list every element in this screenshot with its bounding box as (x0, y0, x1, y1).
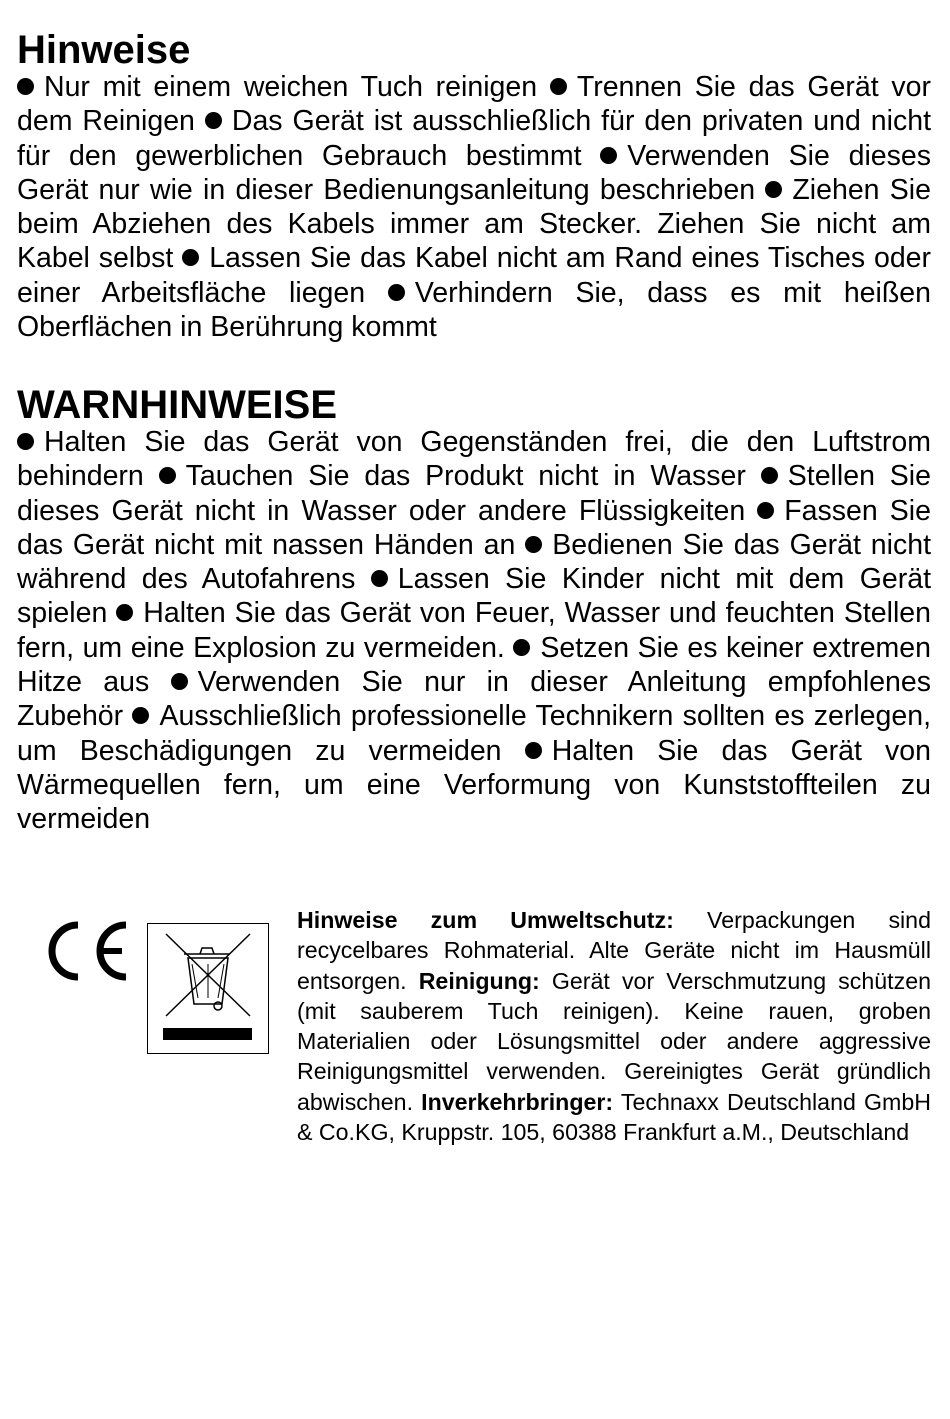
list-item: Halten Sie das Gerät von Wärmequellen fern, um eine Verformung von Kunststoffteilen zu vermeiden (17, 734, 932, 836)
list-item: Nur mit einem weichen Tuch reinigen (17, 71, 537, 103)
bullet-icon (550, 78, 567, 95)
bullet-icon (17, 78, 34, 95)
bullet-icon (761, 467, 778, 484)
env-text: Verpackungen sind recycelbares Rohmaterial. Alte Geräte nicht im Hausmüll entsorgen. (297, 907, 931, 994)
section-title-hinweise: Hinweise (17, 28, 191, 72)
bullet-icon (757, 502, 774, 519)
list-item: Verwenden Sie nur in dieser Anleitung empfohlenes Zubehör (17, 666, 931, 733)
bullet-icon (525, 536, 542, 553)
bullet-icon (159, 467, 176, 484)
bullet-icon (182, 249, 199, 266)
list-item: Verhindern Sie, dass es mit heißen Oberflächen in Berührung kommt (17, 276, 931, 344)
list-item: Halten Sie das Gerät von Gegenständen frei, die den Luftstrom behindern (17, 426, 931, 493)
list-item: Ausschließlich professionelle Technikern sollten es zerlegen, um Beschädigungen zu vermeiden (17, 700, 931, 767)
ce-mark-icon (40, 915, 130, 987)
list-item: Setzen Sie es keiner extremen Hitze aus (17, 631, 931, 699)
bullet-icon (17, 433, 34, 450)
list-item: Trennen Sie das Gerät vor dem Reinigen (17, 71, 931, 138)
list-item: Ziehen Sie beim Abziehen des Kabels immer am Stecker. Ziehen Sie nicht am Kabel selbst (17, 173, 931, 275)
list-item: Stellen Sie dieses Gerät nicht in Wasser oder andere Flüssigkeiten (17, 460, 931, 527)
list-item: Tauchen Sie das Produkt nicht in Wasser (159, 460, 746, 492)
cleaning-label: Reinigung: (418, 967, 540, 994)
bullet-icon (132, 707, 149, 724)
bullet-icon (116, 604, 133, 621)
list-item: Lassen Sie Kinder nicht mit dem Gerät spielen (17, 563, 931, 630)
hinweise-list (17, 70, 931, 344)
bullet-icon (525, 742, 542, 759)
warnhinweise-list (17, 425, 931, 837)
section-title-warnhinweise: WARNHINWEISE (17, 383, 337, 427)
bullet-icon (205, 112, 222, 129)
list-item: Bedienen Sie das Gerät nicht während des Autofahrens (17, 528, 931, 596)
bullet-icon (513, 639, 530, 656)
list-item: Das Gerät ist ausschließlich für den privaten und nicht für den gewerblichen Gebrauch bestimmt (17, 105, 931, 172)
list-item: Fassen Sie das Gerät nicht mit nassen Händen an (17, 494, 931, 561)
env-label: Hinweise zum Umweltschutz: (297, 907, 674, 933)
bullet-icon (765, 181, 782, 198)
compliance-symbols (35, 915, 275, 1060)
list-item: Halten Sie das Gerät von Feuer, Wasser und feuchten Stellen fern, um eine Explosion zu vermeiden. (17, 597, 931, 664)
bullet-icon (388, 284, 405, 301)
bullet-icon (371, 570, 388, 587)
list-item: Lassen Sie das Kabel nicht am Rand eines Tisches oder einer Arbeitsfläche liegen (17, 242, 932, 309)
distributor-label: Inverkehrbringer: (421, 1088, 614, 1115)
cleaning-text: Gerät vor Verschmutzung schützen (mit sauberem Tuch reinigen). Keine rauen, groben Materialien oder Lösungsmittel oder andere aggressive Reinigungsmittel verwenden. Gereinigtes Gerät gründlich abwischen. (297, 967, 931, 1115)
distributor-text: Technaxx Deutschland GmbH & Co.KG, Kruppstr. 105, 60388 Frankfurt a.M., Deutschland (297, 1088, 931, 1146)
list-item: Verwenden Sie dieses Gerät nur wie in dieser Bedienungsanleitung beschrieben (17, 139, 931, 206)
crossed-out-wheelie-bin-icon (148, 924, 267, 1052)
bullet-icon (171, 673, 188, 690)
weee-symbol (147, 923, 269, 1054)
environment-info (297, 905, 931, 1147)
bullet-icon (600, 147, 617, 164)
